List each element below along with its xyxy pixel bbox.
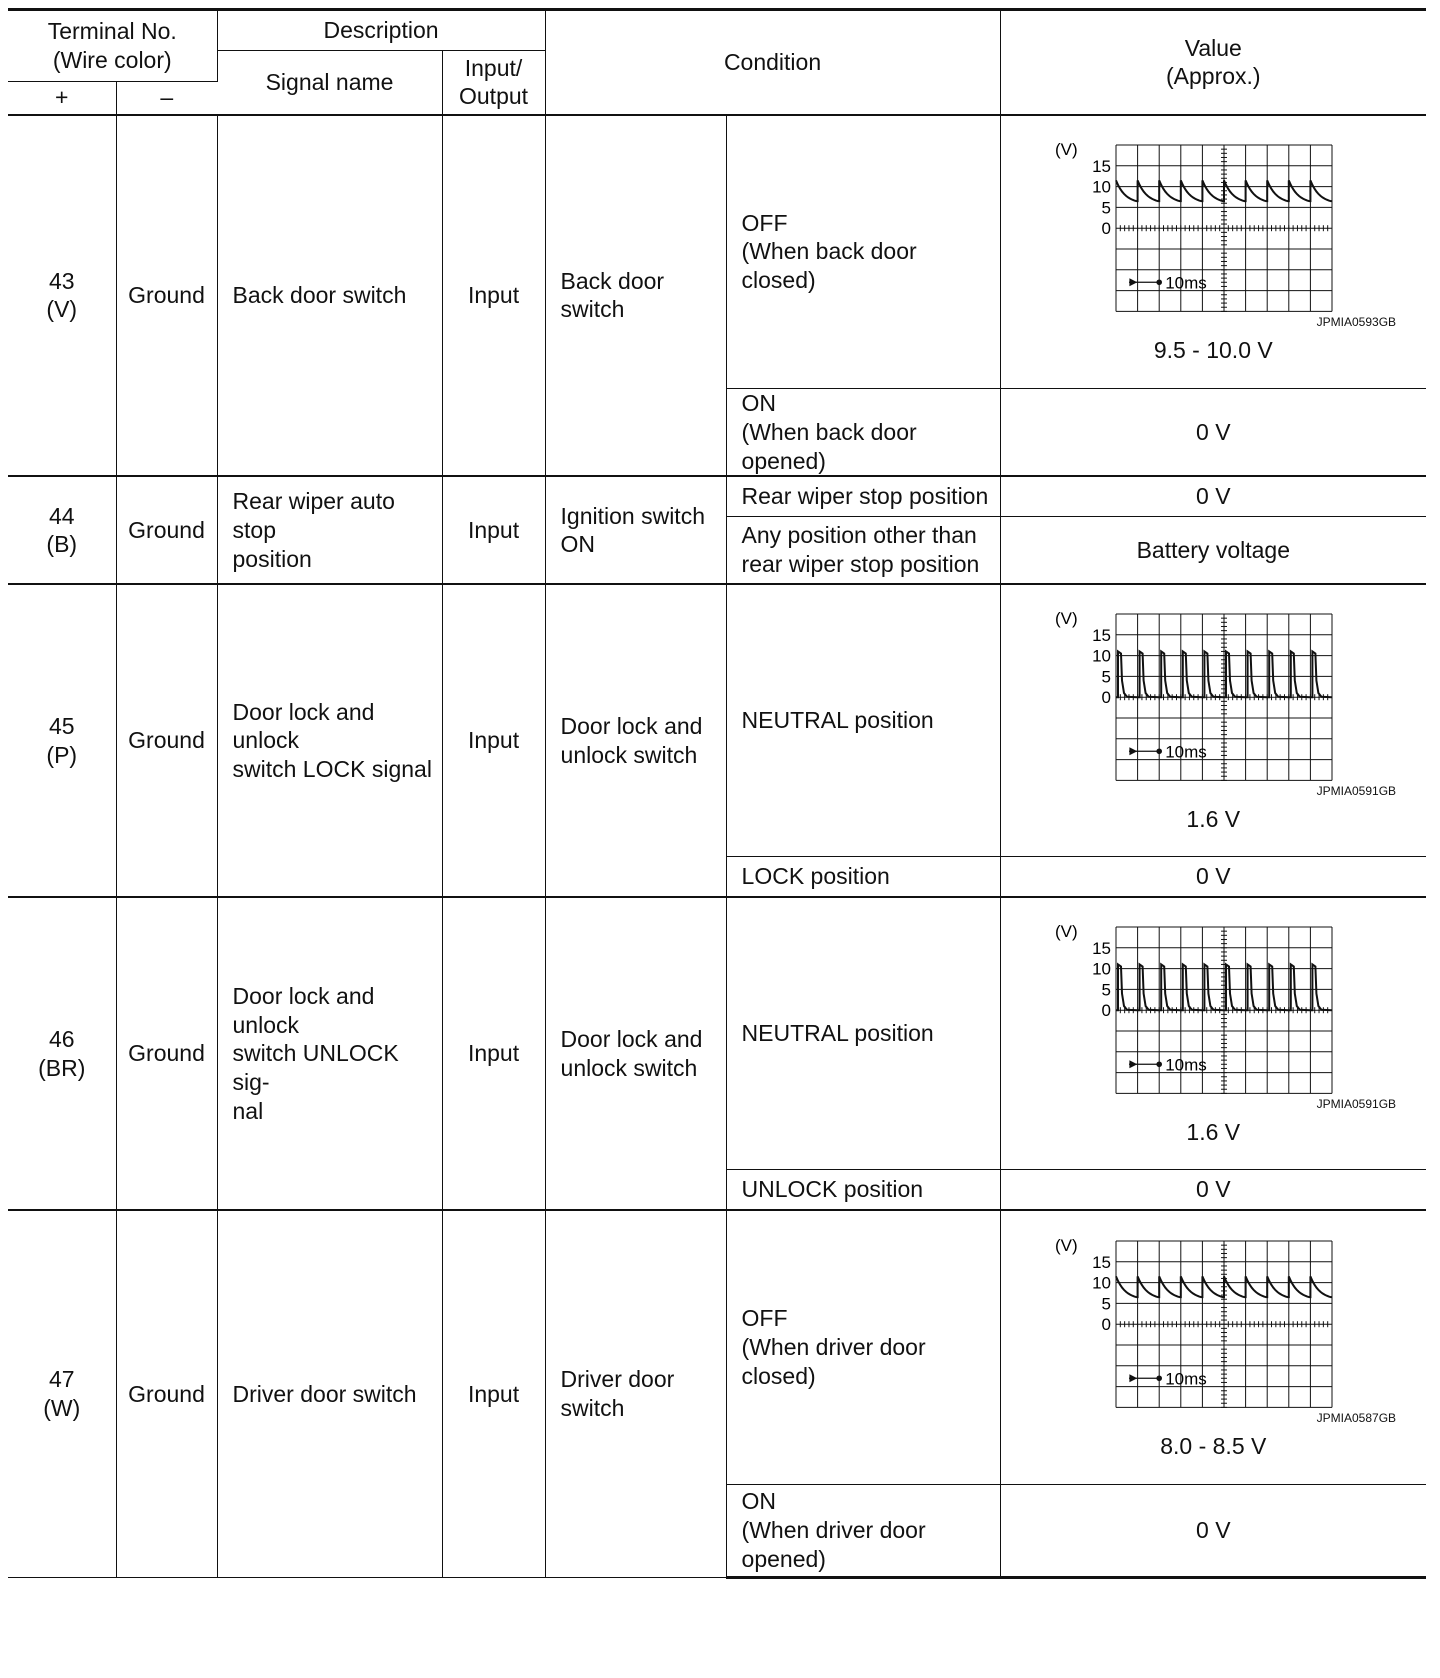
signal-name: Back door switch [217,115,442,477]
y-tick-label: 15 [1092,625,1112,645]
header-condition: Condition [545,10,1000,115]
condition: Back door switch [545,115,726,477]
waveform-trace [1116,1276,1332,1297]
waveform-trace [1116,180,1332,201]
terminal-spec-table [8,8,1426,1579]
y-tick-label: 15 [1092,938,1112,958]
value-text: 9.5 - 10.0 V [1153,336,1273,363]
condition: Door lock and unlock switch [545,897,726,1210]
header-plus: + [8,82,116,115]
oscilloscope-svg [1053,139,1373,317]
figure-code: JPMIA0587GB [1316,1410,1397,1425]
ground-terminal: Ground [116,476,217,584]
time-division-label: 10ms [1165,741,1208,761]
signal-name: Door lock and unlock switch UNLOCK sig- nal [217,897,442,1210]
value-text: 1.6 V [1186,1118,1241,1145]
time-division-label: 10ms [1165,273,1208,293]
value-cell [1000,1210,1426,1484]
condition: Ignition switch ON [545,476,726,584]
value-text: Battery voltage [1000,516,1426,584]
condition-state: OFF (When driver door closed) [726,1210,1000,1484]
oscilloscope-figure [1053,139,1373,317]
figure-code: JPMIA0593GB [1316,314,1397,329]
y-tick-label: 5 [1101,980,1112,1000]
terminal-number: 45 (P) [8,584,116,897]
condition-state: Rear wiper stop position [726,476,1000,516]
oscilloscope-svg [1053,921,1373,1099]
y-tick-label: 5 [1101,667,1112,687]
y-tick-label: 5 [1101,1294,1112,1314]
y-tick-label: 15 [1092,1252,1112,1272]
y-unit-label: (V) [1055,139,1078,159]
condition-state: NEUTRAL position [726,897,1000,1169]
value-text: 0 V [1000,856,1426,897]
terminal-number: 43 (V) [8,115,116,477]
value-cell [1000,897,1426,1169]
figure-code: JPMIA0591GB [1316,1096,1397,1111]
header-terminal: Terminal No. (Wire color) [8,10,217,82]
oscilloscope-svg [1053,608,1373,786]
value-text: 8.0 - 8.5 V [1160,1432,1267,1459]
oscilloscope-figure [1053,1235,1373,1413]
value-text: 0 V [1000,476,1426,516]
input-output: Input [442,476,545,584]
value-text: 0 V [1000,1169,1426,1210]
input-output: Input [442,584,545,897]
ground-terminal: Ground [116,1210,217,1577]
ground-terminal: Ground [116,897,217,1210]
header-description: Description [217,10,545,51]
time-division-label: 10ms [1165,1054,1208,1074]
y-tick-label: 0 [1101,1314,1112,1334]
y-tick-label: 0 [1101,219,1112,239]
oscilloscope-figure [1053,921,1373,1099]
oscilloscope-svg [1053,1235,1373,1413]
y-unit-label: (V) [1055,608,1078,628]
condition-state: UNLOCK position [726,1169,1000,1210]
condition: Door lock and unlock switch [545,584,726,897]
signal-name: Driver door switch [217,1210,442,1577]
condition-state: NEUTRAL position [726,584,1000,856]
time-division-label: 10ms [1165,1368,1208,1388]
terminal-number: 44 (B) [8,476,116,584]
value-text: 1.6 V [1186,805,1241,832]
y-tick-label: 10 [1092,646,1112,666]
signal-name: Rear wiper auto stop position [217,476,442,584]
y-tick-label: 15 [1092,156,1112,176]
y-tick-label: 5 [1101,198,1112,218]
value-cell [1000,584,1426,856]
signal-name: Door lock and unlock switch LOCK signal [217,584,442,897]
terminal-number: 46 (BR) [8,897,116,1210]
y-tick-label: 0 [1101,1000,1112,1020]
ground-terminal: Ground [116,584,217,897]
header-io: Input/ Output [442,51,545,115]
value-cell [1000,115,1426,389]
y-tick-label: 0 [1101,687,1112,707]
terminal-number: 47 (W) [8,1210,116,1577]
oscilloscope-figure [1053,608,1373,786]
y-tick-label: 10 [1092,959,1112,979]
header-minus: – [116,82,217,115]
figure-code: JPMIA0591GB [1316,783,1397,798]
value-text: 0 V [1000,389,1426,477]
y-unit-label: (V) [1055,921,1078,941]
header-value: Value (Approx.) [1000,10,1426,115]
condition: Driver door switch [545,1210,726,1577]
y-tick-label: 10 [1092,177,1112,197]
input-output: Input [442,1210,545,1577]
value-text: 0 V [1000,1484,1426,1577]
condition-state: LOCK position [726,856,1000,897]
y-tick-label: 10 [1092,1273,1112,1293]
condition-state: ON (When back door opened) [726,389,1000,477]
input-output: Input [442,897,545,1210]
y-unit-label: (V) [1055,1235,1078,1255]
condition-state: OFF (When back door closed) [726,115,1000,389]
ground-terminal: Ground [116,115,217,477]
condition-state: Any position other than rear wiper stop position [726,516,1000,584]
header-signal-name: Signal name [217,51,442,115]
input-output: Input [442,115,545,477]
condition-state: ON (When driver door opened) [726,1484,1000,1577]
